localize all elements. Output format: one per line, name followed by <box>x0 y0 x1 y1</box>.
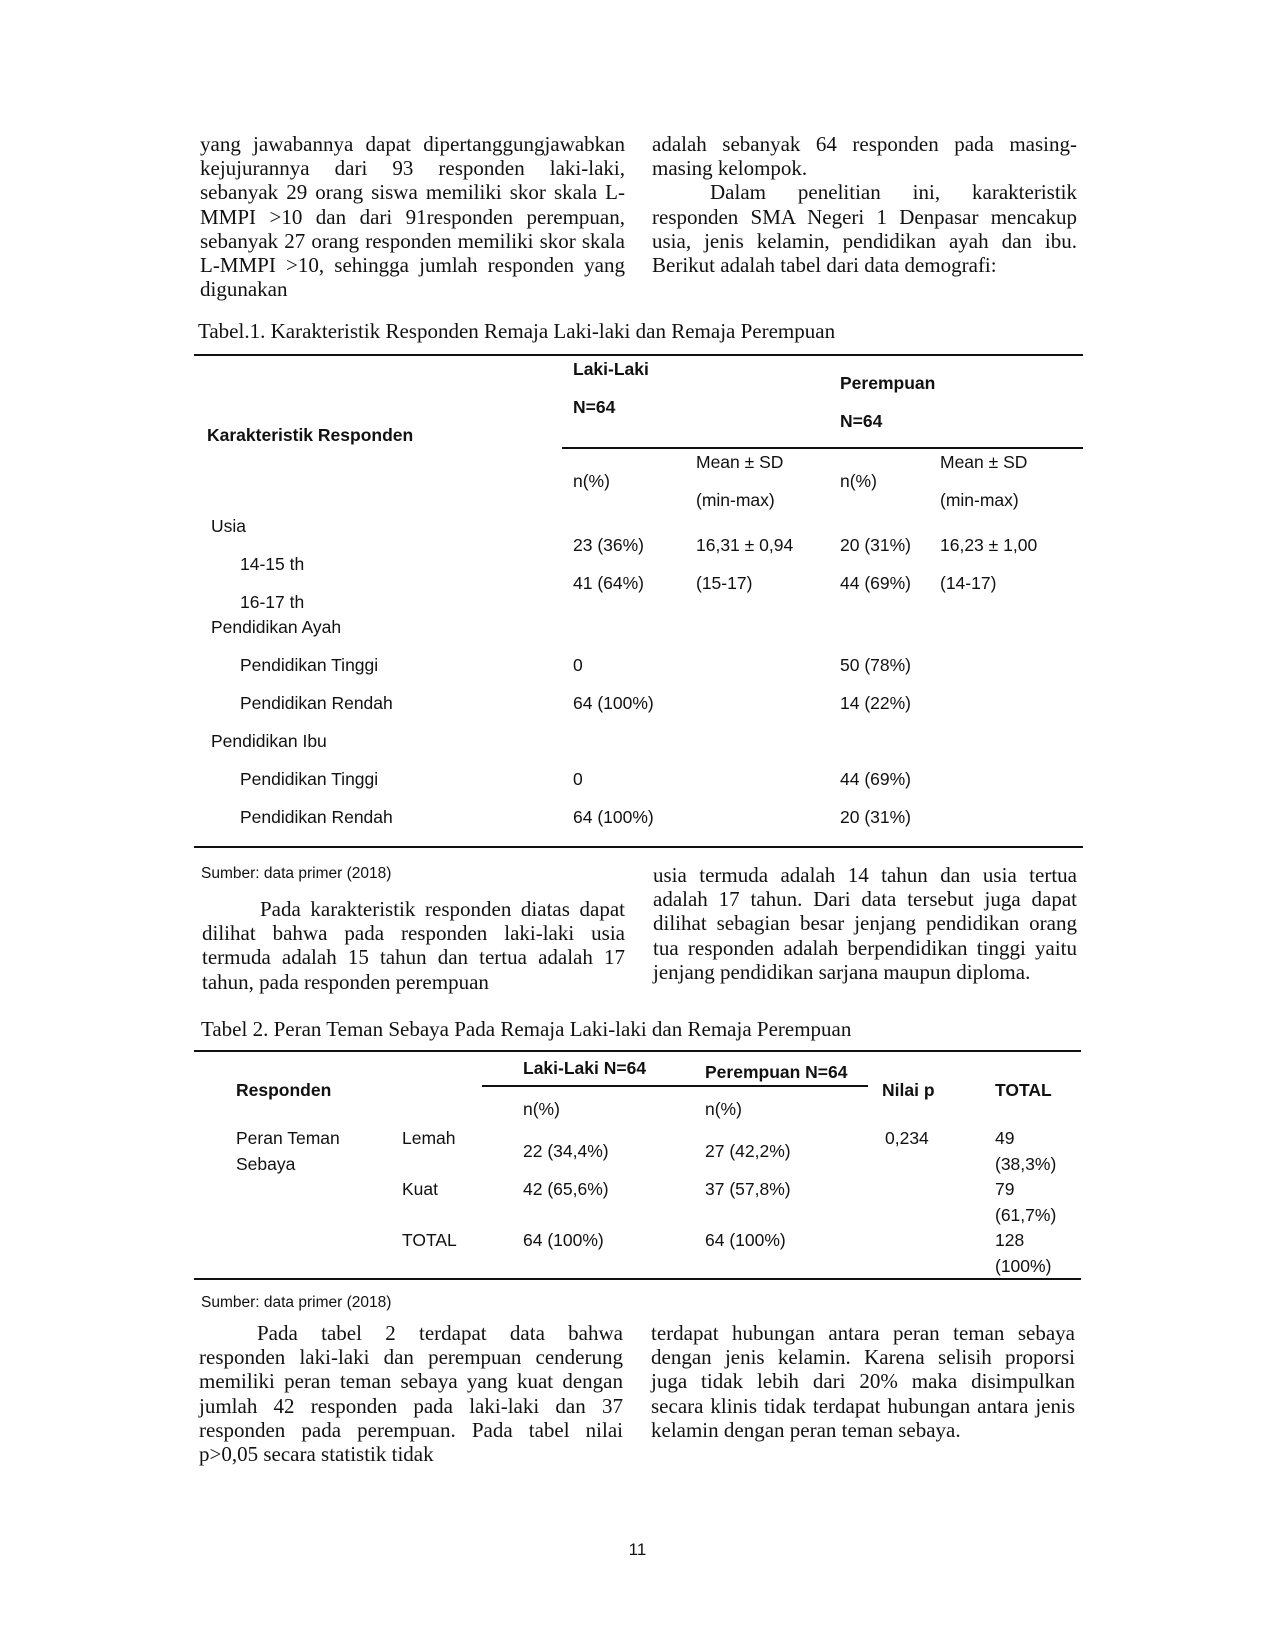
table2-caption: Tabel 2. Peran Teman Sebaya Pada Remaja Laki-laki dan Remaja Perempuan <box>201 1017 852 1041</box>
table1-header-male-n: N=64 <box>573 397 616 417</box>
table1-bottom-rule <box>194 846 1083 848</box>
table2-header-rule <box>482 1085 868 1087</box>
table1-header-female-minmax: (min-max) <box>940 490 1019 510</box>
table2-group-label: Sebaya <box>236 1154 296 1174</box>
table2-header-female-npct: n(%) <box>705 1099 742 1119</box>
table1-cell: 16,31 ± 0,94 <box>696 535 794 555</box>
table1-usia-row-label: 16-17 th <box>240 592 305 612</box>
table1-cell: 44 (69%) <box>840 573 912 593</box>
mid-left-paragraph: Pada karakteristik responden diatas dapat dilihat bahwa pada responden laki-laki usia termuda adalah 15 tahun dan tertua adalah 17 tahun, pada responden perempuan <box>202 897 625 994</box>
top-left-paragraph: yang jawabannya dapat dipertanggungjawabkan kejujurannya dari 93 responden laki-laki, sebanyak 29 orang siswa memiliki skor skala L-MMPI >10 dan dari 91responden perempuan, sebanyak 27 orang responden memiliki skor skala L-MMPI >10, sehingga jumlah responden yang digunakan <box>200 132 625 302</box>
table1-cell: 20 (31%) <box>840 807 912 827</box>
table2-top-rule <box>194 1050 1081 1052</box>
table1-ayah-row-label: Pendidikan Tinggi <box>240 655 379 675</box>
table1-cell: 50 (78%) <box>840 655 912 675</box>
table2-header-responden: Responden <box>236 1080 332 1100</box>
table2-header-male-npct: n(%) <box>523 1099 560 1119</box>
table1-header-rule <box>562 447 1083 449</box>
table2-cell: 49 <box>995 1128 1015 1148</box>
table1-header-female-npct: n(%) <box>840 471 877 491</box>
table1-ibu-row-label: Pendidikan Tinggi <box>240 769 379 789</box>
table1-header-male: Laki-Laki <box>573 359 649 379</box>
table1-ayah-label: Pendidikan Ayah <box>211 617 342 637</box>
table2-cell: (100%) <box>995 1256 1052 1276</box>
table1-header-female-mean: Mean ± SD <box>940 452 1028 472</box>
table1-header-male-minmax: (min-max) <box>696 490 775 510</box>
bottom-left-column <box>199 1321 623 1466</box>
table2-cell: 64 (100%) <box>523 1230 604 1250</box>
table2-cell: 42 (65,6%) <box>523 1179 609 1199</box>
table2-cell: 64 (100%) <box>705 1230 786 1250</box>
table1-usia-label: Usia <box>211 516 247 536</box>
table1-header-row-label: Karakteristik Responden <box>207 425 414 445</box>
table1-header-male-npct: n(%) <box>573 471 610 491</box>
table2-cell: 22 (34,4%) <box>523 1141 609 1161</box>
table2-group-label: Peran Teman <box>236 1128 340 1148</box>
table2-bottom-rule <box>194 1278 1081 1280</box>
table1-header-female: Perempuan <box>840 373 936 393</box>
table2-source: Sumber: data primer (2018) <box>201 1294 392 1311</box>
table1-cell: 16,23 ± 1,00 <box>940 535 1038 555</box>
bottom-left-paragraph: Pada tabel 2 terdapat data bahwa responden laki-laki dan perempuan cenderung memiliki peran teman sebaya yang kuat dengan jumlah 42 responden pada laki-laki dan 37 responden pada perempuan. Pada tabel nilai p>0,05 secara statistik tidak <box>199 1321 623 1467</box>
table2-cell: 79 <box>995 1179 1015 1199</box>
table1-caption: Tabel.1. Karakteristik Responden Remaja Laki-laki dan Remaja Perempuan <box>198 319 836 343</box>
table1-ibu-row-label: Pendidikan Rendah <box>240 807 393 827</box>
table1-cell: 0 <box>573 655 583 675</box>
top-right-paragraph-1: adalah sebanyak 64 responden pada masing-masing kelompok. <box>652 132 1077 181</box>
mid-left-column <box>202 897 625 994</box>
table1-cell: 44 (69%) <box>840 769 912 789</box>
table2-p-value: 0,234 <box>885 1128 929 1148</box>
table1-header-female-n: N=64 <box>840 411 883 431</box>
table2-header-total: TOTAL <box>995 1080 1052 1100</box>
table2-header-female: Perempuan N=64 <box>705 1062 848 1082</box>
table2-row-label: Lemah <box>402 1128 456 1148</box>
bottom-right-column <box>651 1321 1075 1442</box>
top-right-paragraph-2: Dalam penelitian ini, karakteristik responden SMA Negeri 1 Denpasar mencakup usia, jenis kelamin, pendidikan ayah dan ibu. Berikut adalah tabel dari data demografi: <box>652 180 1077 278</box>
mid-right-column <box>653 863 1077 984</box>
page-number: 11 <box>628 1540 647 1559</box>
table1-source: Sumber: data primer (2018) <box>201 865 392 882</box>
table1-cell: 20 (31%) <box>840 535 912 555</box>
table2-cell: 37 (57,8%) <box>705 1179 791 1199</box>
table1-cell: 64 (100%) <box>573 807 654 827</box>
table2-cell: (61,7%) <box>995 1205 1057 1225</box>
table2-cell: 27 (42,2%) <box>705 1141 791 1161</box>
table1-cell: 14 (22%) <box>840 693 912 713</box>
table2-row-label: Kuat <box>402 1179 438 1199</box>
top-right-column <box>652 132 1077 277</box>
table2-cell: (38,3%) <box>995 1154 1057 1174</box>
table1-usia-row-label: 14-15 th <box>240 554 305 574</box>
table1-header-male-mean: Mean ± SD <box>696 452 784 472</box>
table1-ayah-row-label: Pendidikan Rendah <box>240 693 393 713</box>
table2-header-p: Nilai p <box>882 1080 935 1100</box>
bottom-right-paragraph: terdapat hubungan antara peran teman sebaya dengan jenis kelamin. Karena selisih proporsi juga tidak lebih dari 20% maka disimpulkan secara klinis tidak terdapat hubungan antara jenis kelamin dengan peran teman sebaya. <box>651 1321 1075 1442</box>
table1-cell: 64 (100%) <box>573 693 654 713</box>
table1-ibu-label: Pendidikan Ibu <box>211 731 327 751</box>
top-left-column <box>200 132 625 301</box>
table1-cell: (15-17) <box>696 573 753 593</box>
table1-top-rule <box>194 354 1083 356</box>
table1-cell: 41 (64%) <box>573 573 645 593</box>
table1-cell: 23 (36%) <box>573 535 645 555</box>
table1-cell: (14-17) <box>940 573 997 593</box>
table2-cell: 128 <box>995 1230 1025 1250</box>
table2-header-male: Laki-Laki N=64 <box>523 1058 647 1078</box>
table2-row-label: TOTAL <box>402 1230 457 1250</box>
table1-cell: 0 <box>573 769 583 789</box>
mid-right-paragraph: usia termuda adalah 14 tahun dan usia tertua adalah 17 tahun. Dari data tersebut juga dapat dilihat sebagian besar jenjang pendidikan orang tua responden adalah berpendidikan tinggi yaitu jenjang pendidikan sarjana maupun diploma. <box>653 863 1077 984</box>
